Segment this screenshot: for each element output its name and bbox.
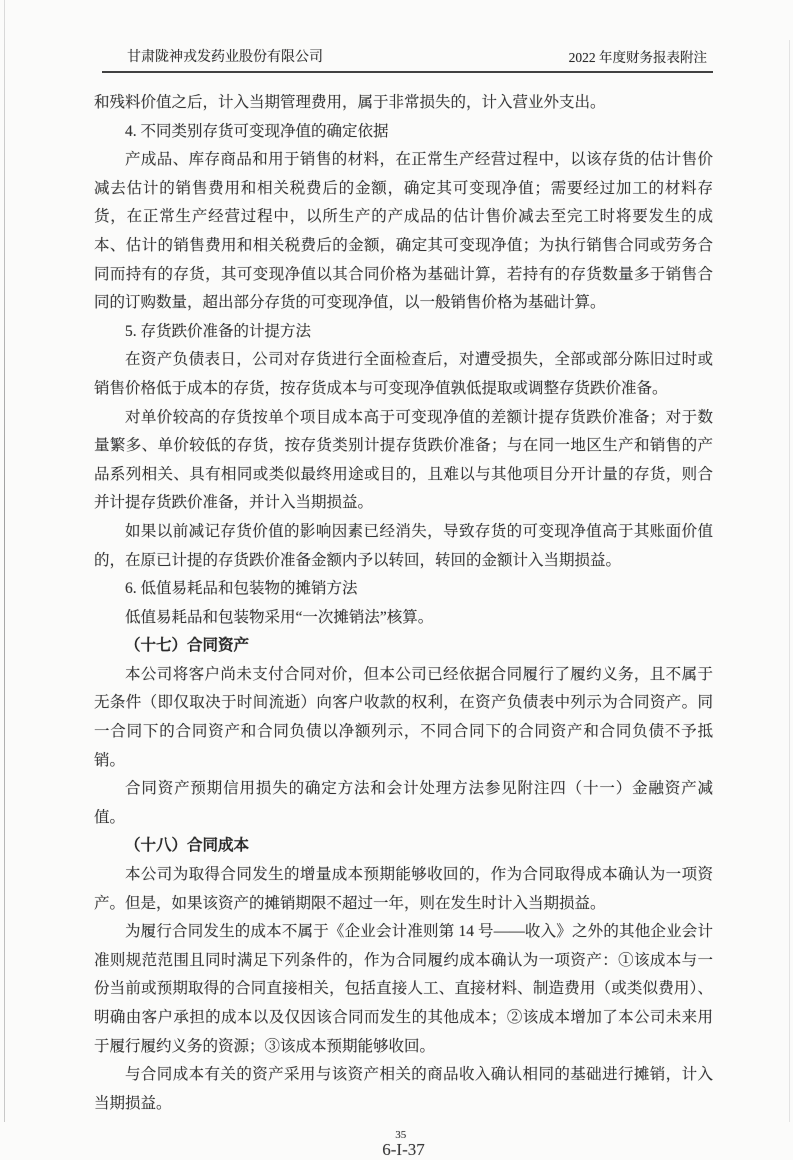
paragraph: 和残料价值之后，计入当期管理费用，属于非常损失的，计入营业外支出。	[94, 94, 606, 111]
page-number-block	[382, 1129, 425, 1160]
page-header	[94, 46, 713, 66]
page-footer	[94, 1129, 713, 1160]
paragraph: 本公司将客户尚未支付合同对价，但本公司已经依据合同履行了履约义务，且不属于无条件（即仅取决于时间流逝）向客户收款的权利，在资产负债表中列示为合同资产。同一合同下的合同资产和合同负债以净额列示，不同合同下的合同资产和合同负债不予抵销。	[94, 665, 713, 769]
paragraph: 为履行合同发生的成本不属于《企业会计准则第 14 号——收入》之外的其他企业会计准则规范范围且同时满足下列条件的，作为合同履约成本确认为一项资产：①该成本与一份当前或预期取得的合同直接相关，包括直接人工、直接材料、制造费用（或类似费用）、明确由客户承担的成本以及仅因该合同而发生的其他成本；②该成本增加了本公司未来用于履行履约义务的资源；③该成本预期能够收回。	[94, 923, 713, 1055]
document-body	[94, 89, 713, 1118]
paragraph: 对单价较高的存货按单个项目成本高于可变现净值的差额计提存货跌价准备；对于数量繁多、单价较低的存货，按存货类别计提存货跌价准备；与在同一地区生产和销售的产品系列相关、具有相同或类似最终用途或目的，且难以与其他项目分开计量的存货，则合并计提存货跌价准备，并计入当期损益。	[94, 408, 713, 512]
paragraph: 本公司为取得合同发生的增量成本预期能够收回的，作为合同取得成本确认为一项资产。但是，如果该资产的摊销期限不超过一年，则在发生时计入当期损益。	[94, 866, 713, 912]
page-number: 6-I-37	[382, 1140, 425, 1160]
scan-edge-left	[4, 0, 5, 1122]
handwritten-page-annotation: 35	[395, 1129, 407, 1142]
numbered-heading: 4. 不同类别存货可变现净值的确定依据	[125, 122, 389, 140]
paragraph: 低值易耗品和包装物采用“一次摊销法”核算。	[125, 608, 434, 626]
paragraph: 在资产负债表日，公司对存货进行全面检查后，对遭受损失，全部或部分陈旧过时或销售价格低于成本的存货，按存货成本与可变现净值孰低提取或调整存货跌价准备。	[94, 351, 713, 397]
company-name: 甘肃陇神戎发药业股份有限公司	[127, 50, 323, 65]
scan-edge-right	[789, 40, 790, 1122]
paragraph: 与合同成本有关的资产采用与该资产相关的商品收入确认相同的基础进行摊销，计入当期损益。	[94, 1066, 713, 1112]
paragraph: 如果以前减记存货价值的影响因素已经消失，导致存货的可变现净值高于其账面价值的，在原已计提的存货跌价准备金额内予以转回，转回的金额计入当期损益。	[94, 522, 713, 569]
numbered-heading: 6. 低值易耗品和包装物的摊销方法	[125, 580, 358, 598]
report-title: 2022 年度财务报表附注	[568, 50, 707, 65]
header-rule	[102, 71, 713, 73]
paragraph: 产成品、库存商品和用于销售的材料，在正常生产经营过程中，以该存货的估计售价减去估计的销售费用和相关税费后的金额，确定其可变现净值；需要经过加工的材料存货，在正常生产经营过程中，以所生产的产成品的估计售价减去至完工时将要发生的成本、估计的销售费用和相关税费后的金额，确定其可变现净值；为执行销售合同或劳务合同而持有的存货，其可变现净值以其合同价格为基础计算，若持有的存货数量多于销售合同的订购数量，超出部分存货的可变现净值，以一般销售价格为基础计算。	[94, 151, 713, 312]
section-heading: （十八）合同成本	[125, 837, 250, 855]
section-heading: （十七）合同资产	[125, 637, 250, 655]
numbered-heading: 5. 存货跌价准备的计提方法	[125, 322, 312, 340]
paragraph: 合同资产预期信用损失的确定方法和会计处理方法参见附注四（十一）金融资产减值。	[94, 780, 713, 826]
